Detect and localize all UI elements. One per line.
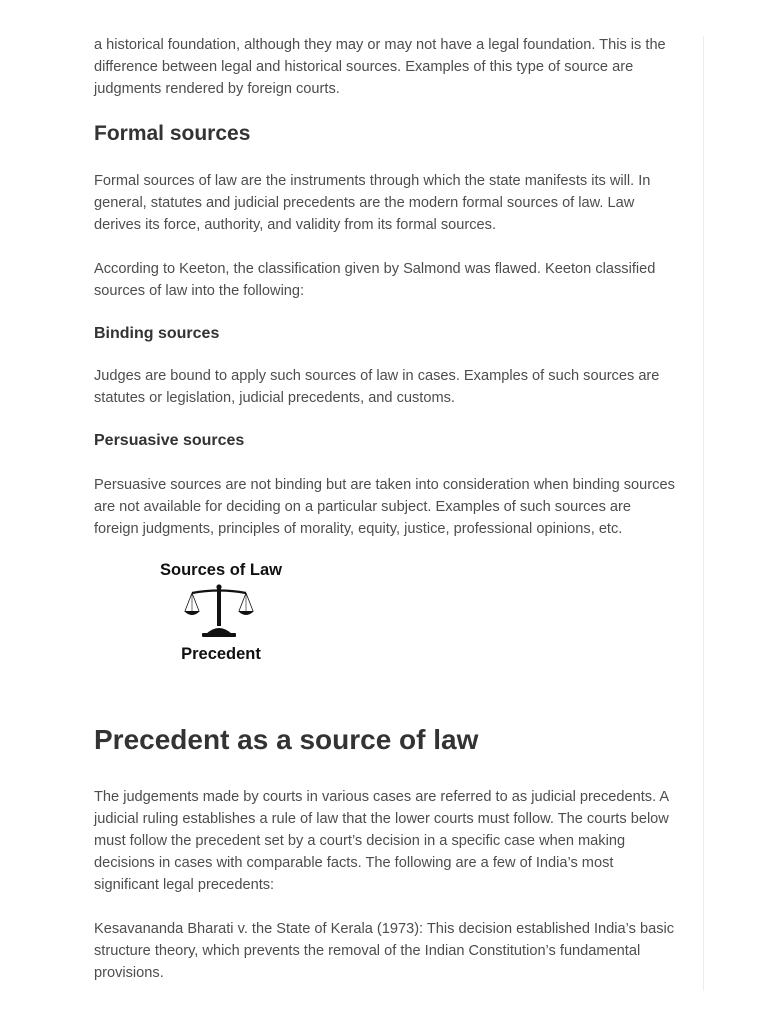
scales-of-justice-icon	[184, 584, 254, 638]
binding-sources-heading: Binding sources	[94, 325, 220, 342]
intro-paragraph: a historical foundation, although they may or may not have a legal foundation. This is the difference between legal and historical sources. Examples of this type of source are judgments rendered by foreign courts.	[94, 37, 666, 97]
formal-sources-heading: Formal sources	[94, 122, 251, 145]
binding-sources-paragraph: Judges are bound to apply such sources of law in cases. Examples of such sources are statutes or legislation, judicial precedents, and customs.	[94, 368, 660, 406]
article-body	[94, 34, 678, 984]
precedent-paragraph: The judgements made by courts in various cases are referred to as judicial precedents. A judicial ruling establishes a rule of law that the lower courts must follow. The courts below must follow the precedent set by a court’s decision in a specific case when making decisions in cases with comparable facts. The following are a few of India’s most significant legal precedents:	[94, 789, 669, 893]
figure-caption: Precedent	[181, 645, 261, 663]
figure-title: Sources of Law	[160, 561, 282, 579]
formal-sources-paragraph: Formal sources of law are the instruments through which the state manifests its will. In general, statutes and judicial precedents are the modern formal sources of law. Law derives its force, authority, and validity from its formal sources.	[94, 173, 651, 233]
right-divider	[703, 36, 704, 991]
sources-of-law-figure	[94, 558, 354, 678]
persuasive-sources-heading: Persuasive sources	[94, 432, 245, 449]
kesavananda-paragraph: Kesavananda Bharati v. the State of Kerala (1973): This decision established India’s basic structure theory, which prevents the removal of the Indian Constitution’s fundamental provisions.	[94, 921, 675, 981]
keeton-paragraph: According to Keeton, the classification given by Salmond was flawed. Keeton classified sources of law into the following:	[94, 261, 656, 299]
precedent-heading: Precedent as a source of law	[94, 724, 479, 755]
persuasive-sources-paragraph: Persuasive sources are not binding but are taken into consideration when binding sources are not available for deciding on a particular subject. Examples of such sources are foreign judgments, principles of morality, equity, justice, professional opinions, etc.	[94, 477, 675, 537]
